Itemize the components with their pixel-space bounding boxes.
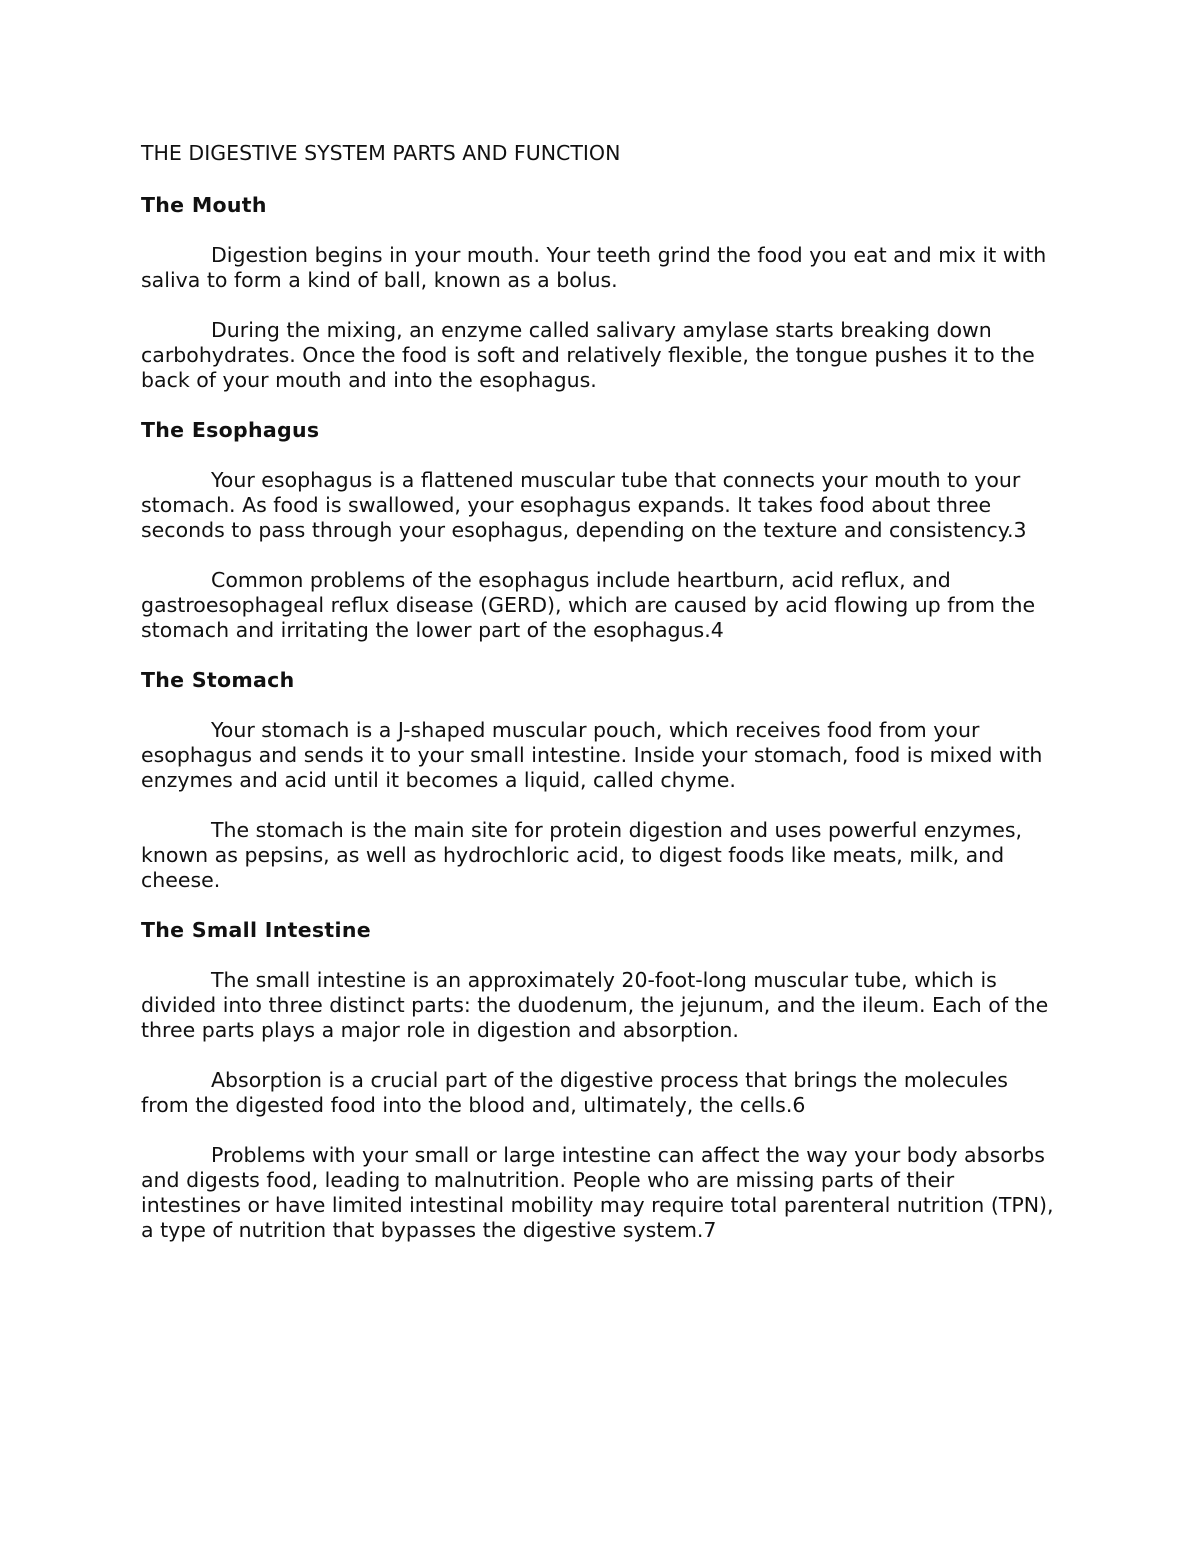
paragraph: The stomach is the main site for protein digestion and uses powerful enzymes, known as pepsins, as well as hydrochloric acid, to digest foods like meats, milk, and cheese. [141,818,1023,892]
paragraph: Your esophagus is a flattened muscular tube that connects your mouth to your stomach. As food is swallowed, your esophagus expands. It takes food about three seconds to pass through your esophagus, depending on the texture and consistency.3 [141,468,1027,542]
paragraph: Absorption is a crucial part of the digestive process that brings the molecules from the digested food into the blood and, ultimately, the cells.6 [141,1068,1008,1117]
document-title: THE DIGESTIVE SYSTEM PARTS AND FUNCTION [141,141,621,165]
section-heading-stomach: The Stomach [141,668,295,692]
document-page [141,138,1059,1268]
paragraph: During the mixing, an enzyme called salivary amylase starts breaking down carbohydrates. Once the food is soft and relatively flexible, the tongue pushes it to the back of your mouth and into the esophagus. [141,318,1035,392]
paragraph: The small intestine is an approximately 20-foot-long muscular tube, which is divided into three distinct parts: the duodenum, the jejunum, and the ileum. Each of the three parts plays a major role in digestion and absorption. [141,968,1049,1042]
section-heading-small-intestine: The Small Intestine [141,918,371,942]
section-heading-esophagus: The Esophagus [141,418,320,442]
paragraph: Digestion begins in your mouth. Your teeth grind the food you eat and mix it with saliva to form a kind of ball, known as a bolus. [141,243,1047,292]
paragraph: Your stomach is a J-shaped muscular pouch, which receives food from your esophagus and sends it to your small intestine. Inside your stomach, food is mixed with enzymes and acid until it becomes a liquid, called chyme. [141,718,1043,792]
section-stomach [141,668,1059,893]
paragraph: Problems with your small or large intestine can affect the way your body absorbs and digests food, leading to malnutrition. People who are missing parts of their intestines or have limited intestinal mobility may require total parenteral nutrition (TPN), a type of nutrition that bypasses the digestive system.7 [141,1143,1054,1242]
section-heading-mouth: The Mouth [141,193,267,217]
section-esophagus [141,418,1059,643]
section-mouth [141,193,1059,393]
section-small-intestine [141,918,1059,1243]
paragraph: Common problems of the esophagus include heartburn, acid reflux, and gastroesophageal reflux disease (GERD), which are caused by acid flowing up from the stomach and irritating the lower part of the esophagus.4 [141,568,1036,642]
